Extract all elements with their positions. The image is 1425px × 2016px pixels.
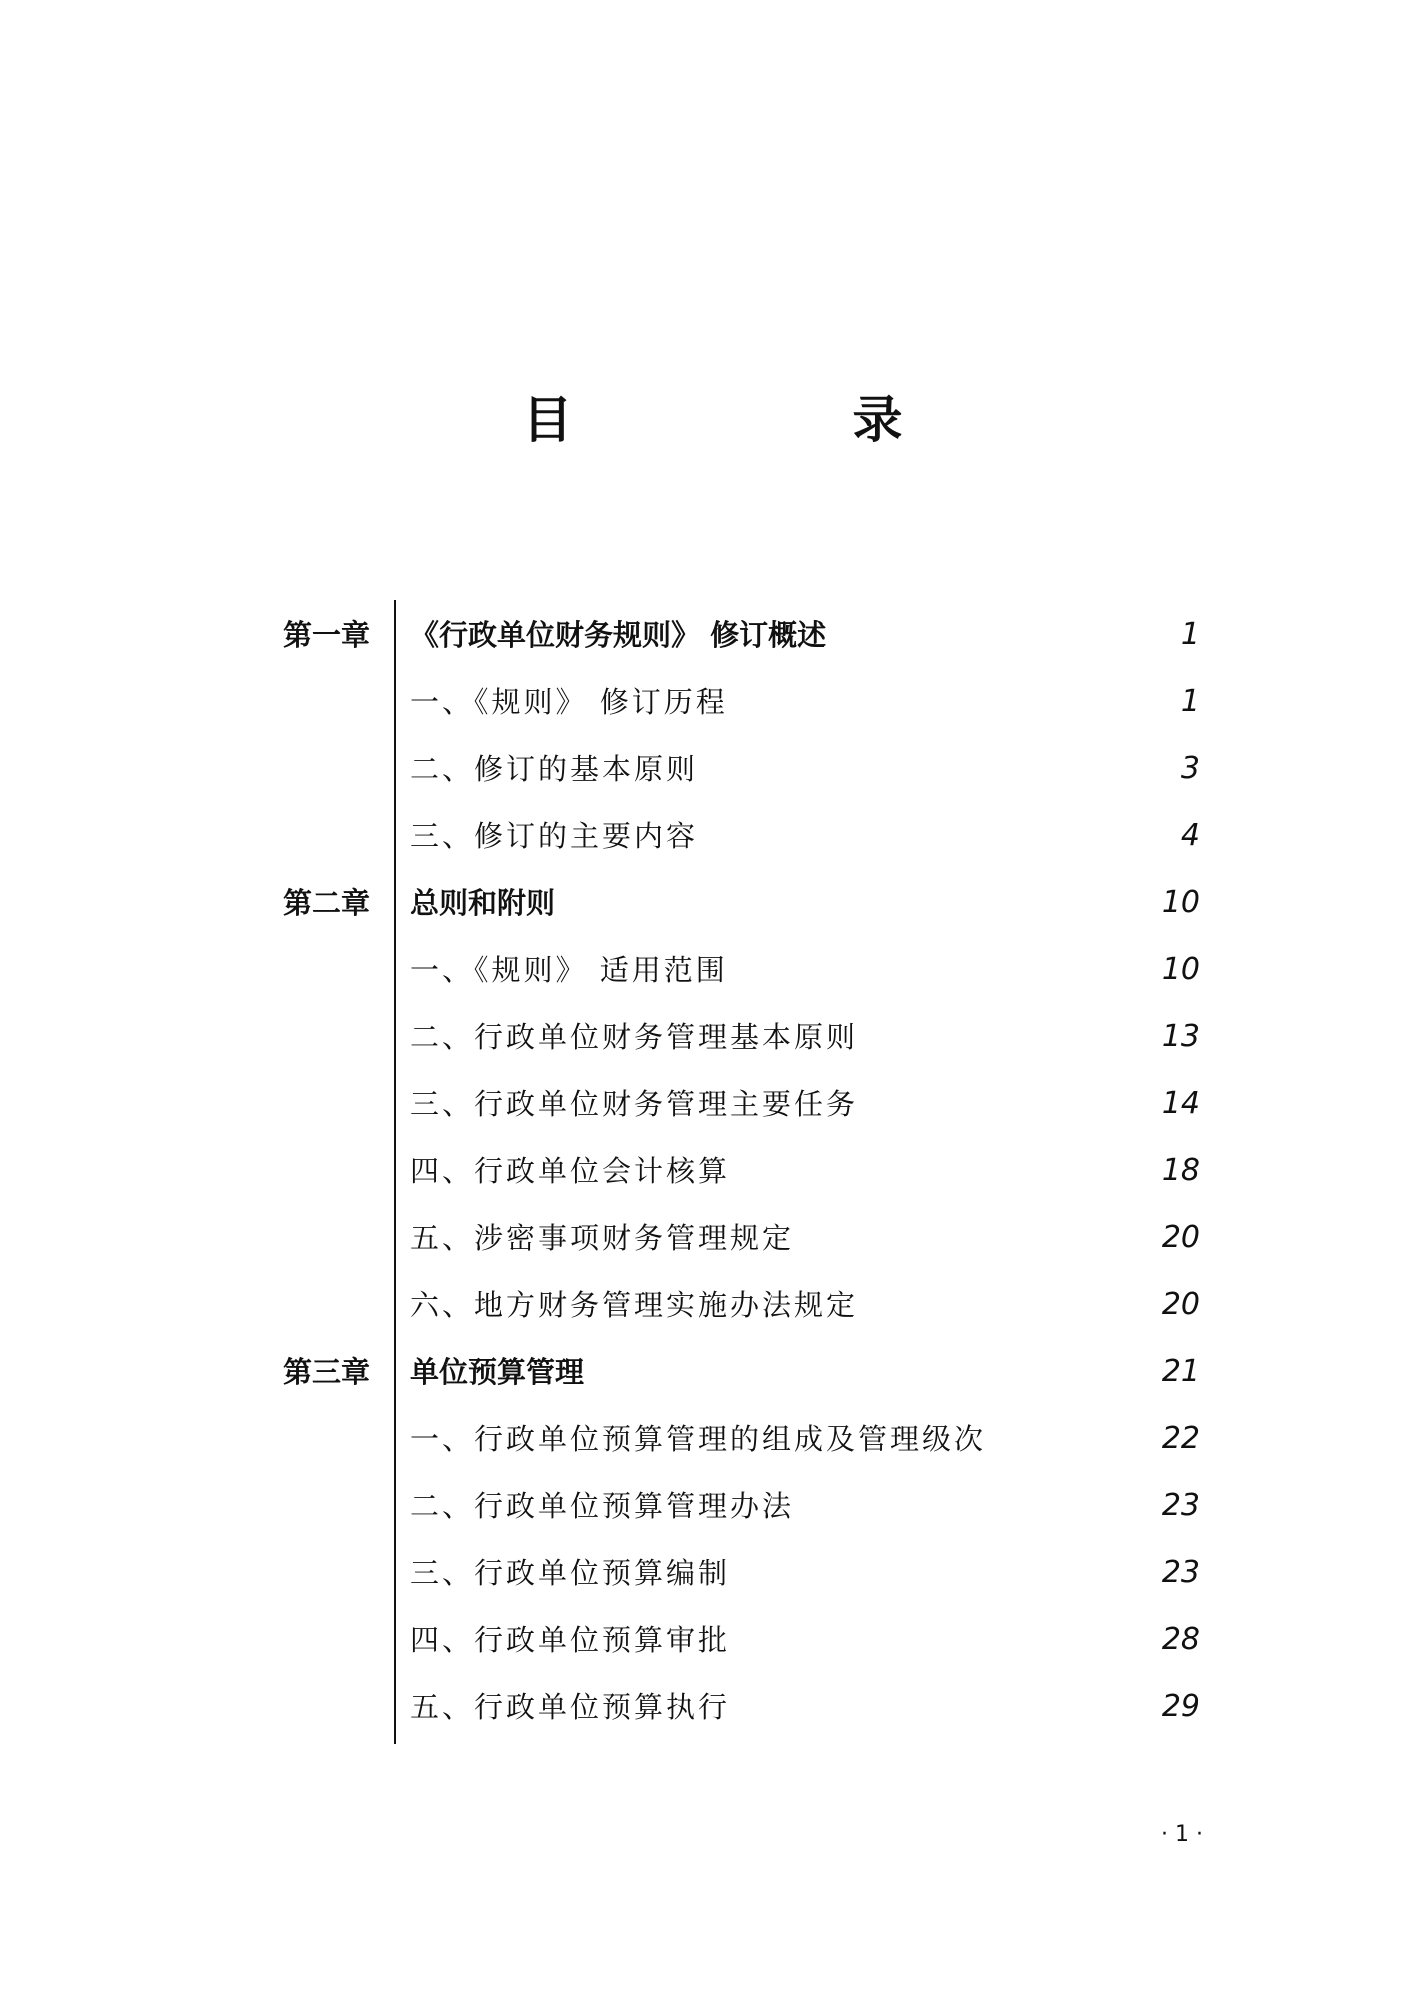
chapter-label: 第三章 <box>283 1355 371 1389</box>
chapter-label: 第二章 <box>283 886 371 920</box>
page-number: 13 <box>1161 1019 1200 1054</box>
toc-section-entry[interactable] <box>0 1419 1425 1459</box>
toc-section-entry[interactable] <box>0 749 1425 789</box>
entry-title: 二、行政单位预算管理办法 <box>410 1489 795 1523</box>
entry-title: 三、修订的主要内容 <box>410 819 699 853</box>
entry-title: 一、行政单位预算管理的组成及管理级次 <box>410 1422 987 1456</box>
page-number: 23 <box>1161 1555 1200 1590</box>
entry-title: 一、《规则》 适用范围 <box>410 953 728 987</box>
page-number: 3 <box>1180 751 1200 786</box>
toc-section-entry[interactable] <box>0 1218 1425 1258</box>
toc-chapter-entry[interactable] <box>0 883 1425 923</box>
toc-chapter-entry[interactable] <box>0 615 1425 655</box>
page-number: 14 <box>1161 1086 1200 1121</box>
entry-title: 五、涉密事项财务管理规定 <box>410 1221 795 1255</box>
toc-section-entry[interactable] <box>0 682 1425 722</box>
toc-chapter-entry[interactable] <box>0 1352 1425 1392</box>
toc-section-entry[interactable] <box>0 1620 1425 1660</box>
toc-section-entry[interactable] <box>0 1084 1425 1124</box>
page-number: 28 <box>1161 1622 1200 1657</box>
entry-title: 四、行政单位会计核算 <box>410 1154 731 1188</box>
entry-title: 三、行政单位预算编制 <box>410 1556 731 1590</box>
toc-section-entry[interactable] <box>0 950 1425 990</box>
page-number: 10 <box>1161 885 1200 920</box>
page-folio: · 1 · <box>1161 1822 1203 1847</box>
page-number: 1 <box>1180 617 1200 652</box>
page-number: 18 <box>1161 1153 1200 1188</box>
toc-section-entry[interactable] <box>0 1151 1425 1191</box>
page-number: 1 <box>1180 684 1200 719</box>
toc-section-entry[interactable] <box>0 1553 1425 1593</box>
page-number: 21 <box>1161 1354 1200 1389</box>
entry-title: 四、行政单位预算审批 <box>410 1623 731 1657</box>
page-number: 23 <box>1161 1488 1200 1523</box>
page-number: 10 <box>1161 952 1200 987</box>
toc-section-entry[interactable] <box>0 816 1425 856</box>
entry-title: 单位预算管理 <box>410 1355 585 1389</box>
entry-title: 总则和附则 <box>410 886 556 920</box>
entry-title: 三、行政单位财务管理主要任务 <box>410 1087 859 1121</box>
entry-title: 五、行政单位预算执行 <box>410 1690 731 1724</box>
table-of-contents <box>0 600 1425 1744</box>
page-number: 29 <box>1161 1689 1200 1724</box>
chapter-label: 第一章 <box>283 618 371 652</box>
page-title: 目 录 <box>522 390 1018 449</box>
page-number: 20 <box>1161 1287 1200 1322</box>
entry-title: 二、行政单位财务管理基本原则 <box>410 1020 859 1054</box>
toc-section-entry[interactable] <box>0 1285 1425 1325</box>
toc-section-entry[interactable] <box>0 1687 1425 1727</box>
toc-section-entry[interactable] <box>0 1017 1425 1057</box>
entry-title: 《行政单位财务规则》 修订概述 <box>410 618 827 652</box>
page-number: 4 <box>1180 818 1200 853</box>
entry-title: 六、地方财务管理实施办法规定 <box>410 1288 859 1322</box>
entry-title: 一、《规则》 修订历程 <box>410 685 728 719</box>
page-number: 22 <box>1161 1421 1200 1456</box>
toc-section-entry[interactable] <box>0 1486 1425 1526</box>
page-number: 20 <box>1161 1220 1200 1255</box>
entry-title: 二、修订的基本原则 <box>410 752 699 786</box>
